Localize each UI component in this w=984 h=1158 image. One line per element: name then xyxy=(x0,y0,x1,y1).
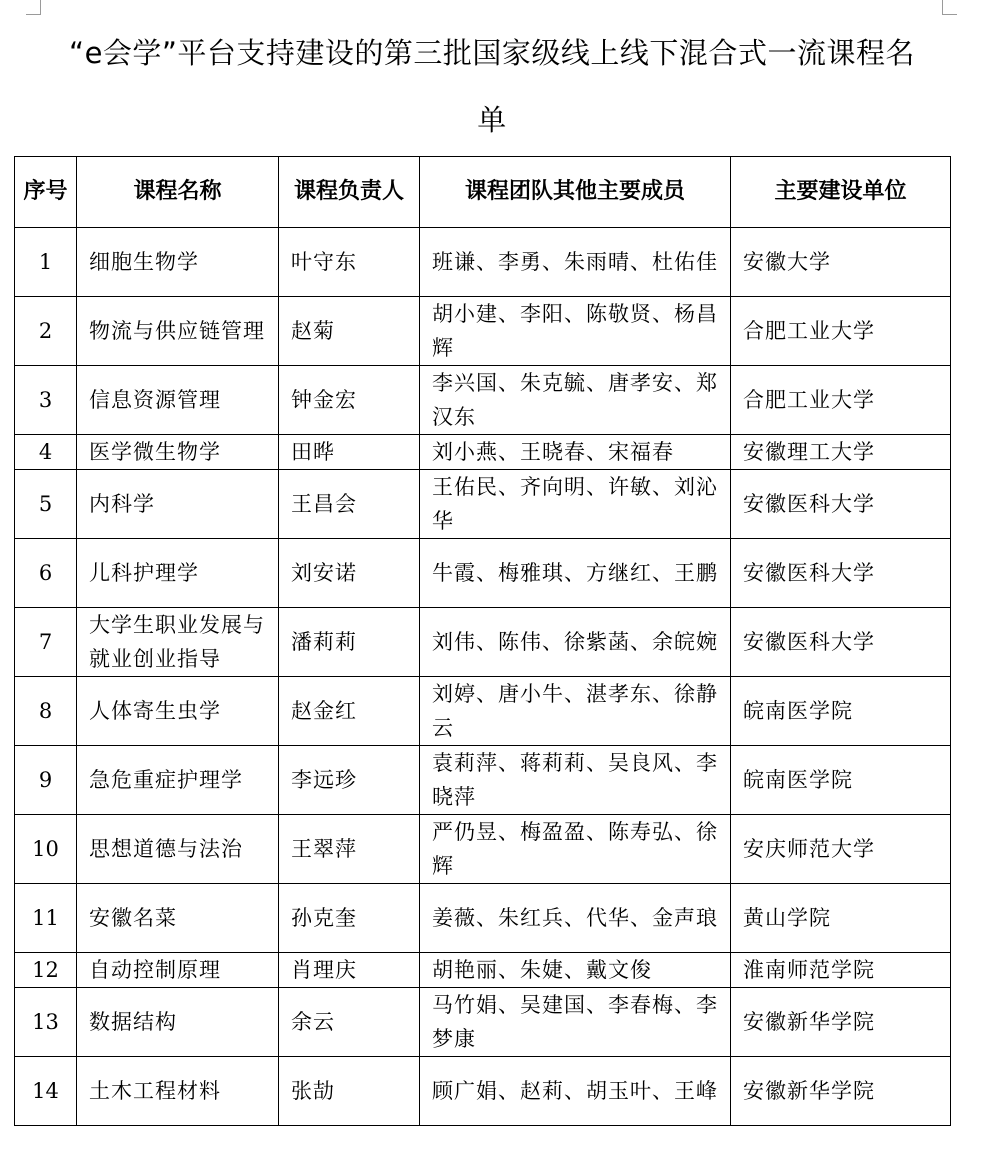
header-construction-unit: 主要建设单位 xyxy=(731,157,951,228)
cell-course-name: 大学生职业发展与就业创业指导 xyxy=(77,608,279,677)
cell-course-leader: 潘莉莉 xyxy=(279,608,420,677)
course-table xyxy=(14,156,951,1126)
cell-team-members: 马竹娟、吴建国、李春梅、李梦康 xyxy=(420,988,731,1057)
cell-course-leader: 叶守东 xyxy=(279,228,420,297)
cell-course-name: 细胞生物学 xyxy=(77,228,279,297)
table-row xyxy=(15,539,951,608)
cell-team-members: 李兴国、朱克毓、唐孝安、郑汉东 xyxy=(420,366,731,435)
cell-team-members: 刘伟、陈伟、徐紫菡、余皖婉 xyxy=(420,608,731,677)
cell-construction-unit: 安徽医科大学 xyxy=(731,539,951,608)
cell-course-name: 安徽名菜 xyxy=(77,884,279,953)
cell-team-members: 胡小建、李阳、陈敬贤、杨昌辉 xyxy=(420,297,731,366)
cell-construction-unit: 安徽医科大学 xyxy=(731,470,951,539)
table-row xyxy=(15,953,951,988)
cell-team-members: 严仍昱、梅盈盈、陈寿弘、徐辉 xyxy=(420,815,731,884)
cell-number: 2 xyxy=(15,297,77,366)
cell-team-members: 刘婷、唐小牛、湛孝东、徐静云 xyxy=(420,677,731,746)
cell-number: 8 xyxy=(15,677,77,746)
cell-team-members: 袁莉萍、蒋莉莉、吴良风、李晓萍 xyxy=(420,746,731,815)
cell-course-leader: 赵菊 xyxy=(279,297,420,366)
cell-number: 10 xyxy=(15,815,77,884)
cell-course-leader: 孙克奎 xyxy=(279,884,420,953)
document-title xyxy=(0,0,984,154)
cell-course-name: 物流与供应链管理 xyxy=(77,297,279,366)
cell-team-members: 胡艳丽、朱婕、戴文俊 xyxy=(420,953,731,988)
cell-construction-unit: 安庆师范大学 xyxy=(731,815,951,884)
cell-construction-unit: 合肥工业大学 xyxy=(731,297,951,366)
cell-construction-unit: 安徽新华学院 xyxy=(731,1057,951,1126)
cell-construction-unit: 黄山学院 xyxy=(731,884,951,953)
cell-number: 11 xyxy=(15,884,77,953)
cell-number: 3 xyxy=(15,366,77,435)
cell-course-leader: 张劼 xyxy=(279,1057,420,1126)
cell-construction-unit: 安徽医科大学 xyxy=(731,608,951,677)
cell-course-leader: 刘安诺 xyxy=(279,539,420,608)
cell-construction-unit: 安徽新华学院 xyxy=(731,988,951,1057)
cell-number: 5 xyxy=(15,470,77,539)
cell-construction-unit: 安徽大学 xyxy=(731,228,951,297)
document-title-line-1: “e会学”平台支持建设的第三批国家级线上线下混合式一流课程名 xyxy=(69,36,915,70)
cell-course-name: 儿科护理学 xyxy=(77,539,279,608)
table-row xyxy=(15,297,951,366)
table-row xyxy=(15,366,951,435)
cell-course-leader: 田晔 xyxy=(279,435,420,470)
cell-number: 1 xyxy=(15,228,77,297)
cell-number: 14 xyxy=(15,1057,77,1126)
cell-course-name: 信息资源管理 xyxy=(77,366,279,435)
cell-course-leader: 余云 xyxy=(279,988,420,1057)
document-title-line-2: 单 xyxy=(477,103,507,137)
cell-construction-unit: 皖南医学院 xyxy=(731,746,951,815)
cell-number: 4 xyxy=(15,435,77,470)
cell-construction-unit: 淮南师范学院 xyxy=(731,953,951,988)
cell-number: 9 xyxy=(15,746,77,815)
cell-team-members: 姜薇、朱红兵、代华、金声琅 xyxy=(420,884,731,953)
table-header-row xyxy=(15,157,951,228)
table-row xyxy=(15,746,951,815)
cell-team-members: 牛霞、梅雅琪、方继红、王鹏 xyxy=(420,539,731,608)
cell-number: 7 xyxy=(15,608,77,677)
cell-course-name: 数据结构 xyxy=(77,988,279,1057)
cell-course-name: 自动控制原理 xyxy=(77,953,279,988)
header-number: 序号 xyxy=(15,157,77,228)
cell-course-name: 思想道德与法治 xyxy=(77,815,279,884)
cell-construction-unit: 安徽理工大学 xyxy=(731,435,951,470)
table-row xyxy=(15,677,951,746)
header-team-members: 课程团队其他主要成员 xyxy=(420,157,731,228)
cell-course-leader: 肖理庆 xyxy=(279,953,420,988)
header-course-name: 课程名称 xyxy=(77,157,279,228)
cell-course-leader: 王翠萍 xyxy=(279,815,420,884)
cell-number: 12 xyxy=(15,953,77,988)
cell-course-leader: 钟金宏 xyxy=(279,366,420,435)
cell-team-members: 班谦、李勇、朱雨晴、杜佑佳 xyxy=(420,228,731,297)
cell-course-name: 内科学 xyxy=(77,470,279,539)
table-row xyxy=(15,435,951,470)
table-row xyxy=(15,470,951,539)
table-row xyxy=(15,1057,951,1126)
cell-course-leader: 赵金红 xyxy=(279,677,420,746)
cell-construction-unit: 皖南医学院 xyxy=(731,677,951,746)
cell-course-leader: 王昌会 xyxy=(279,470,420,539)
header-course-leader: 课程负责人 xyxy=(279,157,420,228)
cell-team-members: 王佑民、齐向明、许敏、刘沁华 xyxy=(420,470,731,539)
cell-number: 13 xyxy=(15,988,77,1057)
table-row xyxy=(15,815,951,884)
table-row xyxy=(15,988,951,1057)
cell-number: 6 xyxy=(15,539,77,608)
cell-course-name: 急危重症护理学 xyxy=(77,746,279,815)
cell-team-members: 顾广娟、赵莉、胡玉叶、王峰 xyxy=(420,1057,731,1126)
table-row xyxy=(15,884,951,953)
cell-course-name: 人体寄生虫学 xyxy=(77,677,279,746)
table-row xyxy=(15,228,951,297)
cell-construction-unit: 合肥工业大学 xyxy=(731,366,951,435)
cell-course-name: 土木工程材料 xyxy=(77,1057,279,1126)
table-row xyxy=(15,608,951,677)
cell-team-members: 刘小燕、王晓春、宋福春 xyxy=(420,435,731,470)
cell-course-leader: 李远珍 xyxy=(279,746,420,815)
cell-course-name: 医学微生物学 xyxy=(77,435,279,470)
